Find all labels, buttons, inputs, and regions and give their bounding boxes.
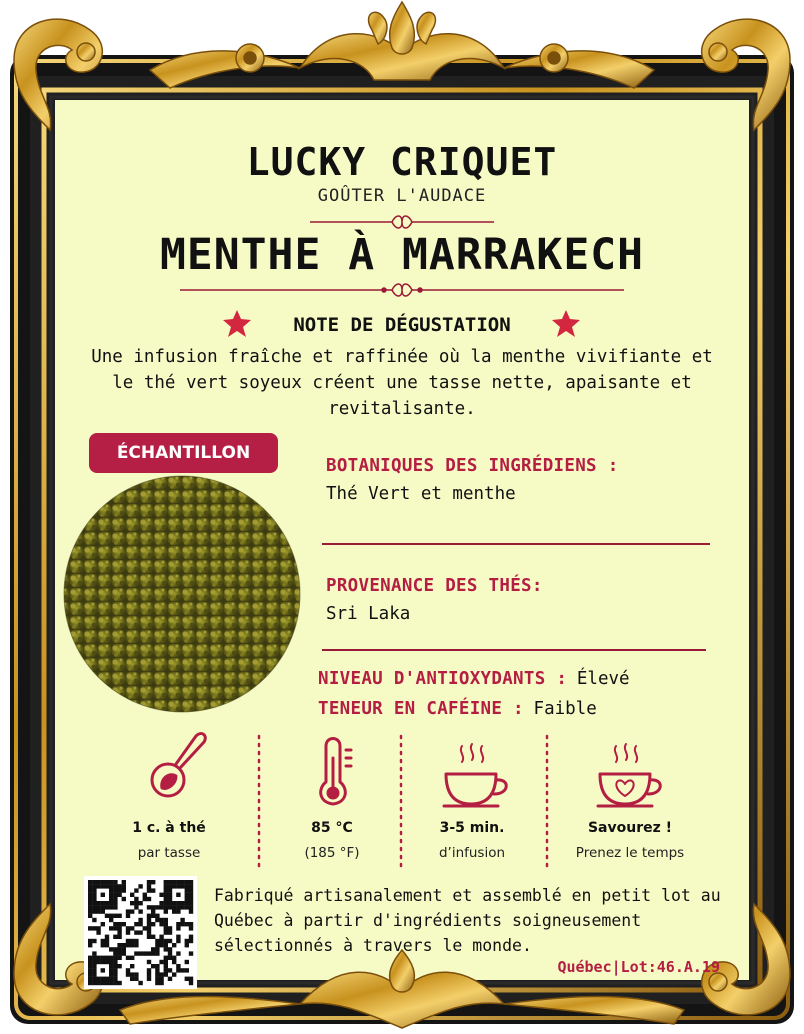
antioxidants-value: Élevé	[576, 669, 630, 689]
footer-description: Fabriqué artisanalement et assemblé en petit lot au Québec à partir d'ingrédients soigneusement sélectionnés à travers le monde.	[214, 886, 721, 955]
step-amount-title: 1 c. à thé	[132, 820, 206, 836]
lot-number: Québec|Lot:46.A.19	[557, 958, 720, 976]
caffeine-value: Faible	[533, 699, 597, 719]
tea-leaves-image	[64, 476, 300, 712]
step-temperature-sub: (185 °F)	[304, 845, 360, 861]
botanicals-label: BOTANIQUES DES INGRÉDIENS :	[326, 456, 619, 476]
step-time-sub: d’infusion	[438, 845, 506, 861]
brand-name: LUCKY CRIQUET	[246, 140, 558, 184]
step-enjoy-title: Savourez !	[587, 820, 673, 836]
step-temperature-title: 85 °C	[311, 820, 353, 836]
brand-slogan: GOÛTER L'AUDACE	[317, 186, 487, 206]
tasting-note-heading: NOTE DE DÉGUSTATION	[293, 314, 511, 336]
botanicals-value: Thé Vert et menthe	[326, 484, 516, 504]
origin-value: Sri Laka	[326, 604, 411, 624]
origin-label: PROVENANCE DES THÉS:	[326, 576, 543, 596]
step-amount-sub: par tasse	[137, 845, 201, 861]
step-time-title: 3-5 min.	[439, 820, 505, 836]
qr-code-image	[84, 876, 197, 989]
caffeine-label: TENEUR EN CAFÉINE :	[318, 699, 524, 719]
tasting-note-text: Une infusion fraîche et raffinée où la menthe vivifiante et le thé vert soyeux créent une tasse nette, apaisante et revitalisante.	[91, 347, 713, 419]
product-title: MENTHE À MARRAKECH	[160, 230, 644, 280]
caffeine-row	[318, 699, 597, 719]
sample-badge: ÉCHANTILLON	[89, 433, 278, 473]
antioxidants-row	[318, 669, 630, 689]
step-enjoy-sub: Prenez le temps	[575, 845, 685, 861]
antioxidants-label: NIVEAU D'ANTIOXYDANTS :	[318, 669, 568, 689]
